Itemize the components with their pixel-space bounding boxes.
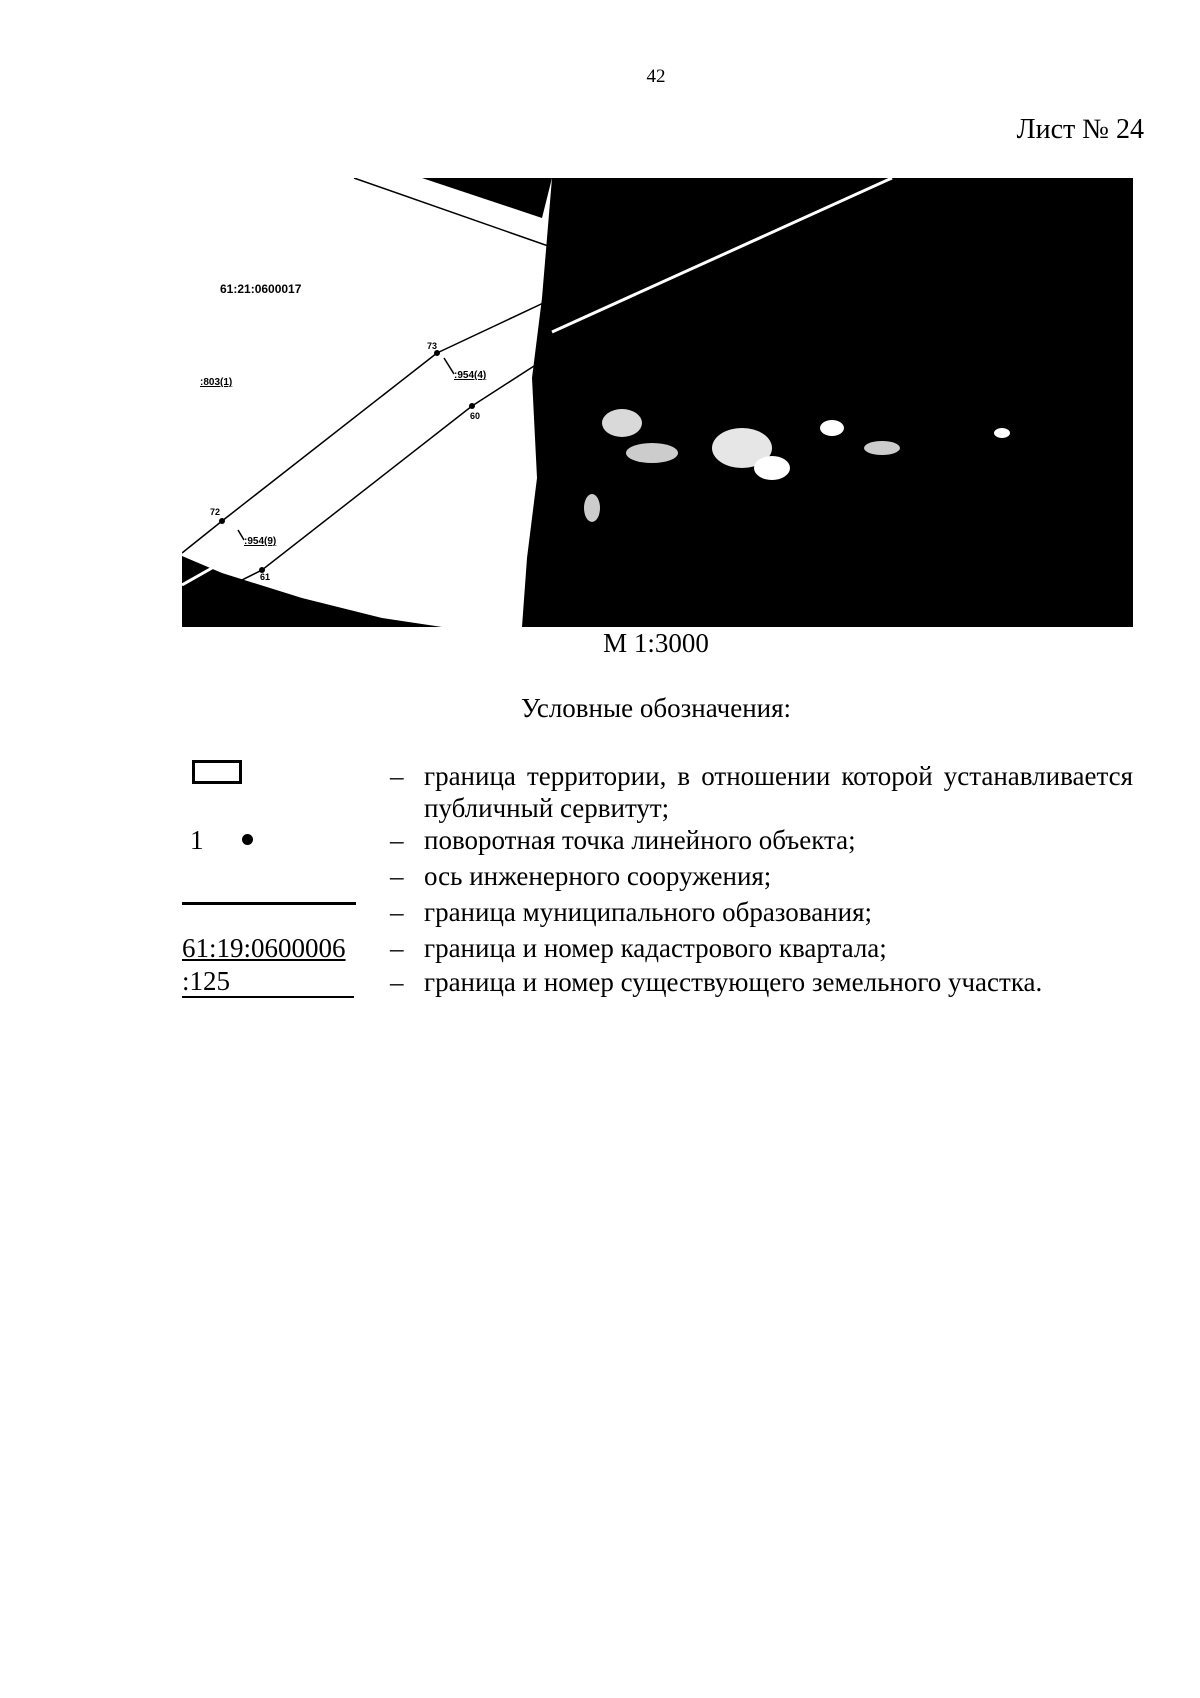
legend xyxy=(182,760,1133,1002)
map-canvas xyxy=(182,178,1133,627)
parcel-number: :125 xyxy=(182,966,354,998)
legend-title: Условные обозначения: xyxy=(520,693,792,723)
cadastral-number: 61:19:0600006 xyxy=(182,933,346,963)
legend-item xyxy=(182,824,1133,860)
legend-dash: – xyxy=(390,933,404,963)
legend-symbol-cadastral xyxy=(182,932,382,966)
parcel-label: :954(9) xyxy=(244,536,277,547)
legend-symbol-municipal xyxy=(182,896,382,932)
legend-item xyxy=(182,966,1133,1002)
thick-line-icon xyxy=(182,902,356,905)
legend-symbol-parcel xyxy=(182,966,382,1002)
point-number: 1 xyxy=(190,825,204,855)
point-label: 60 xyxy=(470,411,481,421)
sheet-title: Лист № 24 xyxy=(1016,114,1144,145)
legend-dash: – xyxy=(390,967,404,997)
legend-dash: – xyxy=(390,825,404,855)
legend-item xyxy=(182,760,1133,824)
point-label: 61 xyxy=(260,572,271,582)
legend-text: ось инженерного сооружения; xyxy=(424,861,772,891)
parcel-label: :803(1) xyxy=(200,377,233,388)
cadastral-map xyxy=(182,178,1133,627)
legend-item xyxy=(182,860,1133,896)
legend-text: граница территории, в отношении которой устанавливается публичный сервитут; xyxy=(424,761,1133,823)
rectangle-outline-icon xyxy=(192,760,242,784)
legend-dash: – xyxy=(390,861,404,891)
quarter-label: 61:21:0600017 xyxy=(220,282,302,296)
legend-symbol-point xyxy=(182,824,382,860)
legend-item xyxy=(182,896,1133,932)
legend-text: граница муниципального образования; xyxy=(424,897,873,927)
legend-symbol-axis xyxy=(182,860,382,896)
legend-text: граница и номер существующего земельного участка. xyxy=(424,967,1043,997)
map-scale: М 1:3000 xyxy=(603,628,709,658)
legend-symbol-boundary xyxy=(182,760,382,824)
point-label: 73 xyxy=(427,341,438,351)
point-label: 72 xyxy=(210,507,221,517)
legend-item xyxy=(182,932,1133,966)
legend-text: граница и номер кадастрового квартала; xyxy=(424,933,887,963)
page-number: 42 xyxy=(646,66,666,87)
legend-dash: – xyxy=(390,761,404,791)
parcel-label: :954(4) xyxy=(454,370,487,381)
legend-text: поворотная точка линейного объекта; xyxy=(424,825,856,855)
legend-dash: – xyxy=(390,897,404,927)
satellite-dark-area xyxy=(522,178,1133,627)
point-dot-icon xyxy=(242,834,253,845)
